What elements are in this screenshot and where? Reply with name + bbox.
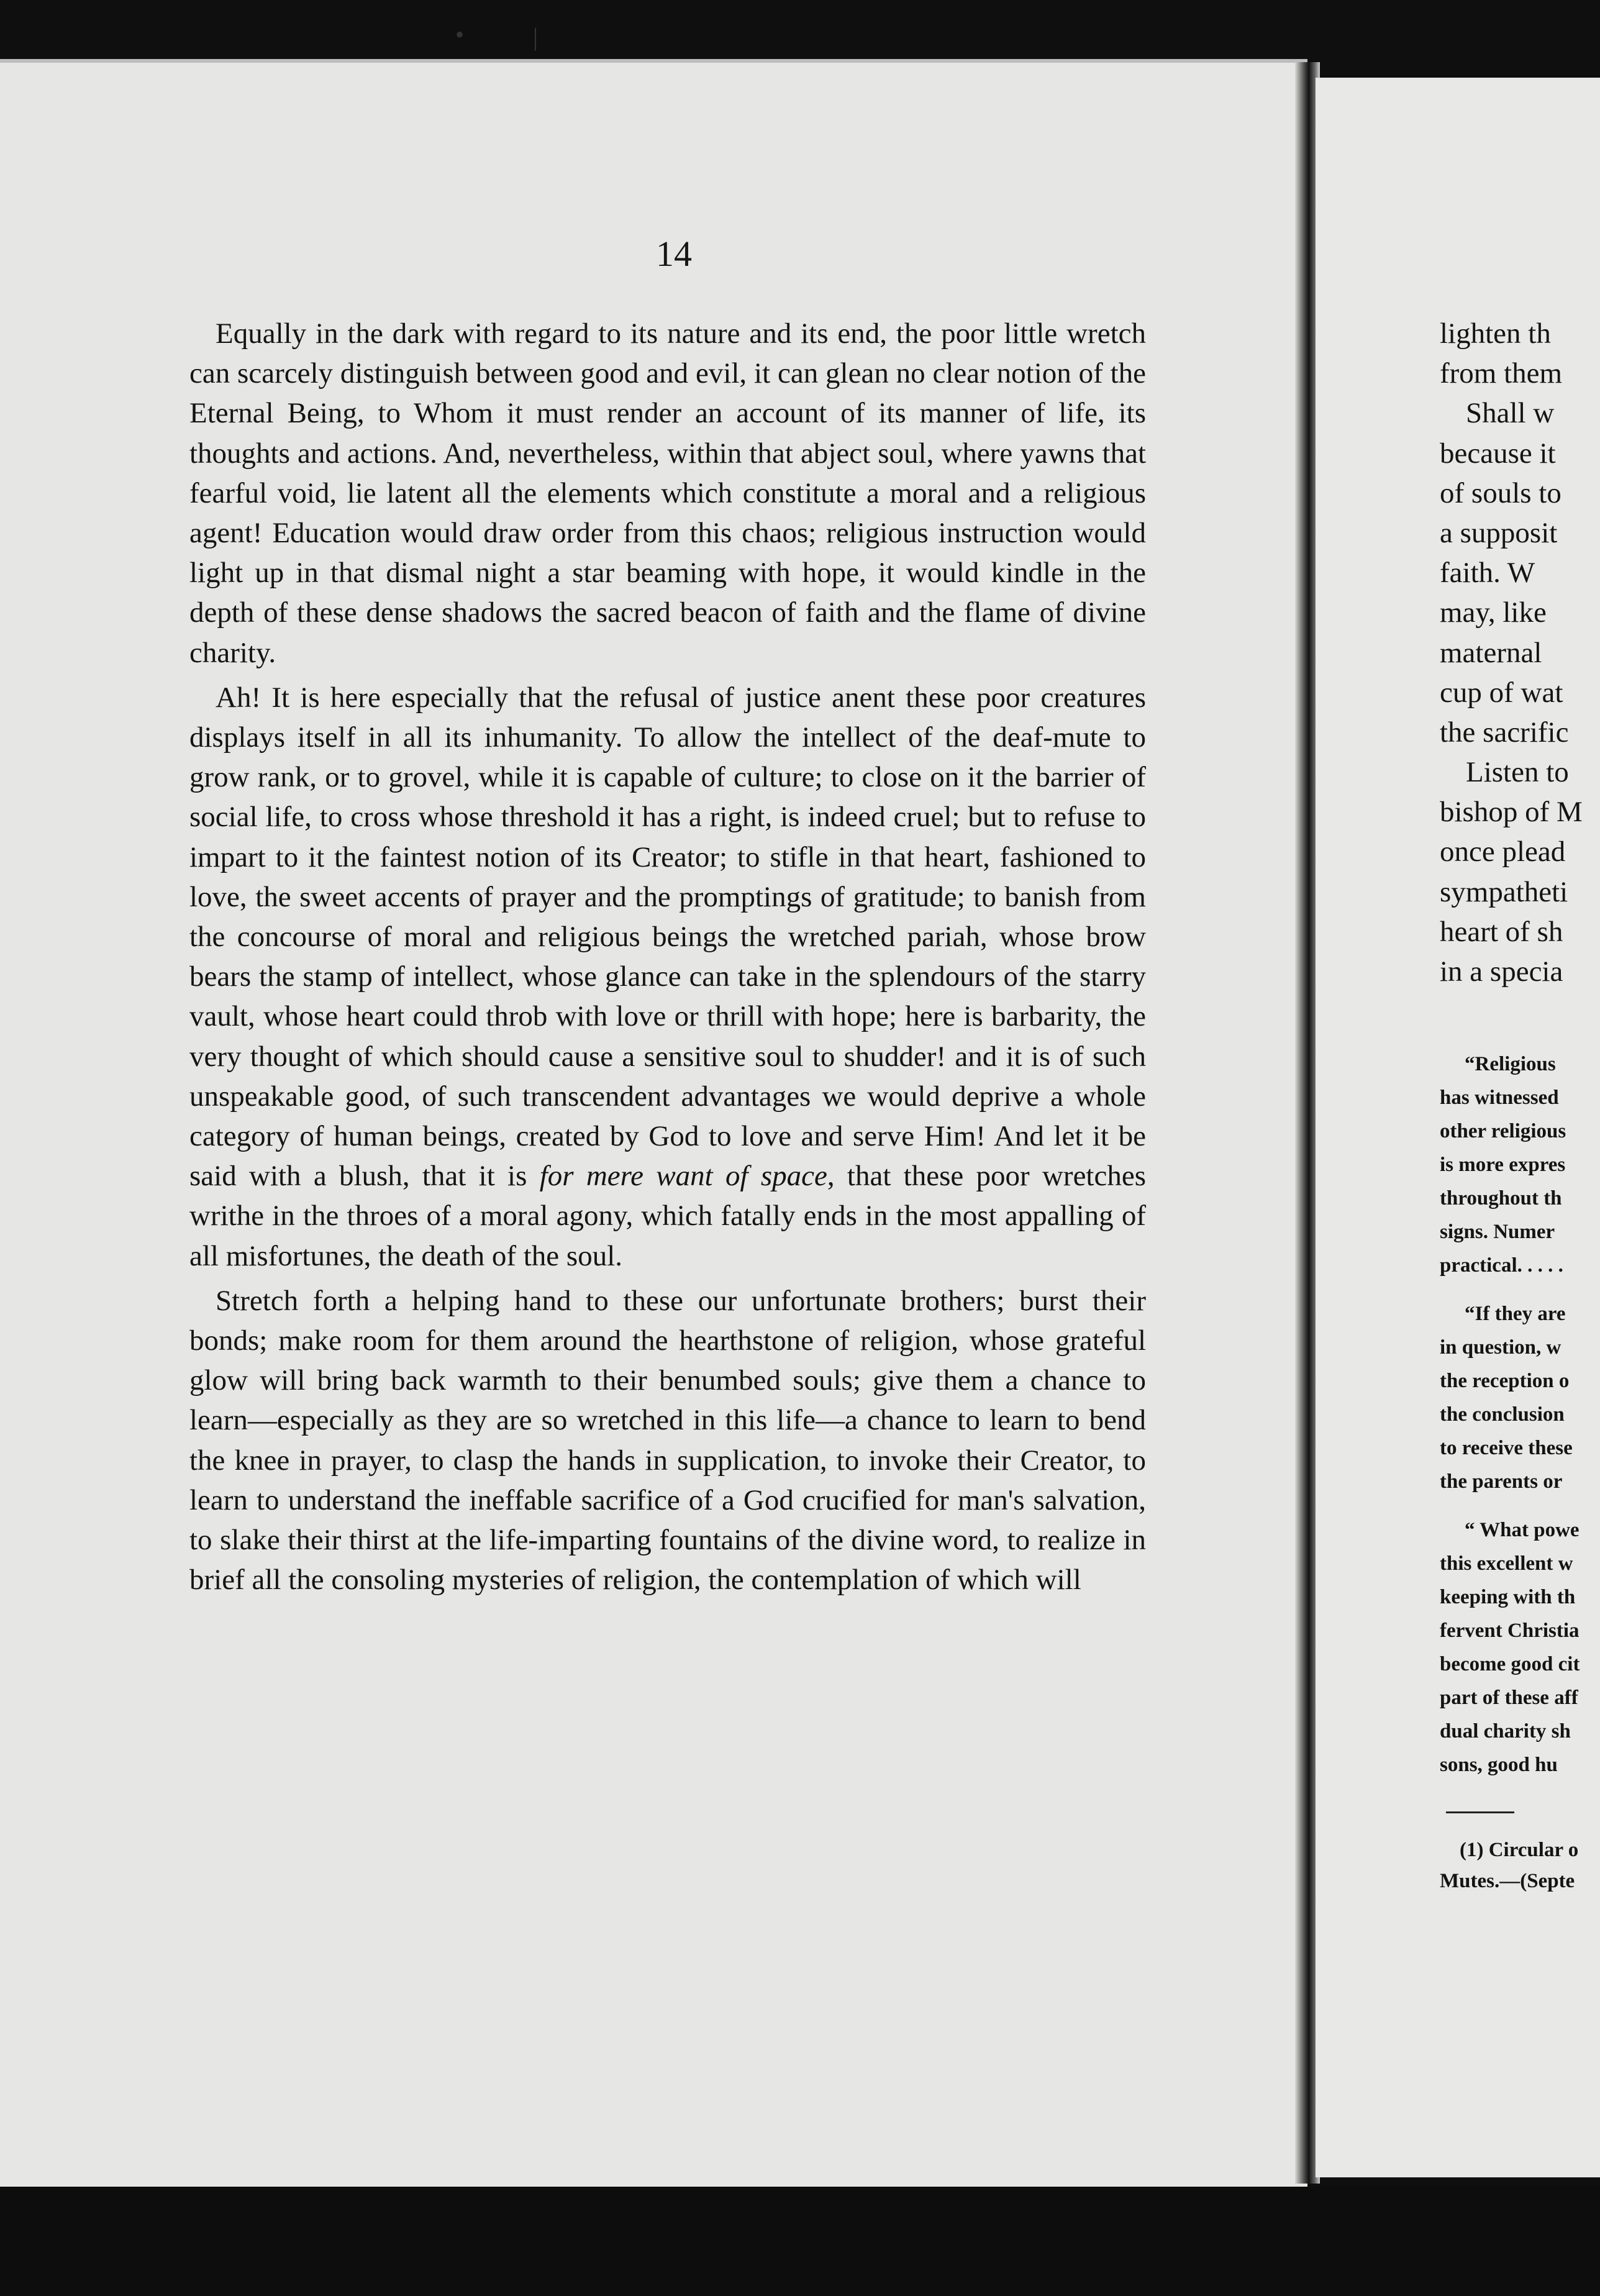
- right-line: of souls to: [1440, 476, 1561, 509]
- right-line: once plead: [1440, 836, 1566, 868]
- quote-line: the conclusion: [1440, 1403, 1565, 1426]
- right-line: because it: [1440, 437, 1556, 470]
- italic-phrase: for mere want of space: [539, 1160, 827, 1193]
- right-line: Shall w: [1466, 397, 1555, 430]
- quote-line: part of these aff: [1440, 1687, 1578, 1710]
- quote-line: practical. . . . .: [1440, 1254, 1563, 1277]
- right-line: Listen to: [1466, 756, 1569, 789]
- quote-line: throughout th: [1440, 1187, 1562, 1210]
- page-number: 14: [656, 234, 692, 274]
- quote-line: dual charity sh: [1440, 1720, 1571, 1743]
- paragraph-2: [189, 678, 1146, 1276]
- quote-line: to receive these: [1440, 1437, 1573, 1460]
- paragraph-2-text: Ah! It is here especially that the refusal of justice anent these poor creatures displays itself in all its inhumanity. To allow the intellect of the deaf-mute to grow rank, or to grovel, while it is capable of culture; to close on it the barrier of social life, to cross whose threshold it has a right, is indeed cruel; but to refuse to impart to it the faintest notion of its Creator; to stifle in that heart, fashioned to love, the sweet accents of prayer and the promptings of gratitude; to banish from the concourse of moral and religious beings the wretched pariah, whose brow bears the stamp of intellect, whose glance can take in the splendours of the starry vault, whose heart could throb with love or thrill with hope; here is barbarity, the very thought of which should cause a sensitive soul to shudder! and it is of such unspeakable good, of such transcendent advantages we would deprive a whole category of human beings, created by God to love and serve Him! And let it be said with a blush, that it is: [189, 681, 1146, 1193]
- quote-line: fervent Christia: [1440, 1620, 1580, 1642]
- right-line: may, like: [1440, 596, 1547, 629]
- right-line: faith. W: [1440, 557, 1535, 590]
- right-line: in a specia: [1440, 955, 1563, 988]
- right-line: sympatheti: [1440, 875, 1568, 908]
- quote-line: has witnessed: [1440, 1086, 1559, 1109]
- scan-speck: •: [455, 20, 465, 48]
- quote-line: keeping with th: [1440, 1586, 1576, 1609]
- right-line: bishop of M: [1440, 796, 1583, 829]
- right-page-text: [1440, 314, 1600, 1897]
- quote-line: in question, w: [1440, 1336, 1561, 1359]
- paragraph-3: Stretch forth a helping hand to these our unfortunate brothers; burst their bonds; make room for them around the hearthstone of religion, whose grateful glow will bring back warmth to their benumbed souls; give them a chance to learn—especially as they are so wretched in this life—a chance to learn to bend the knee in prayer, to clasp the hands in supplication, to invoke their Creator, to learn to understand the ineffable sacrifice of a God crucified for man's salvation, to slake their thirst at the life-imparting fountains of the divine word, to realize in brief all the consoling mysteries of religion, the contemplation of which will: [189, 1284, 1146, 1597]
- quote-line: become good cit: [1440, 1653, 1580, 1676]
- quote-line: other religious: [1440, 1120, 1566, 1143]
- quote-line: “ What powe: [1465, 1519, 1580, 1542]
- quote-line: signs. Numer: [1440, 1221, 1555, 1244]
- left-page-text: [189, 314, 1146, 1605]
- footnote-rule: [1446, 1811, 1514, 1813]
- right-line: the sacrific: [1440, 716, 1569, 749]
- paragraph-2-end: , that these poor wretches writhe in the throes of a moral agony, which fatally ends in the most appalling of all misfortunes, the death of the soul.: [189, 1160, 1146, 1272]
- footnote-line: (1) Circular o: [1460, 1839, 1579, 1862]
- right-line: cup of wat: [1440, 676, 1563, 709]
- right-line: from them: [1440, 357, 1563, 390]
- quote-line: this excellent w: [1440, 1552, 1573, 1575]
- footnote-line: Mutes.—(Septe: [1440, 1870, 1575, 1893]
- scan-speck: |: [533, 23, 539, 51]
- right-line: maternal: [1440, 636, 1542, 669]
- block-quote: [1440, 1047, 1600, 1782]
- quote-line: is more expres: [1440, 1154, 1566, 1177]
- scan-border: [0, 2187, 1600, 2296]
- paragraph-1: Equally in the dark with regard to its nature and its end, the poor little wretch can scarcely distinguish between good and evil, it can glean no clear notion of the Eternal Being, to Whom it must render an account of its manner of life, its thoughts and actions. And, nevertheless, within that abject soul, where yawns that fearful void, lie latent all the elements which constitute a moral and a religious agent! Education would draw order from this chaos; religious instruction would light up in that dismal night a star beaming with hope, it would kindle in the depth of these dense shadows the sacred beacon of faith and the flame of divine charity.: [189, 317, 1146, 669]
- quote-line: sons, good hu: [1440, 1754, 1558, 1777]
- quote-line: “Religious: [1465, 1053, 1556, 1076]
- quote-line: “If they are: [1465, 1303, 1566, 1326]
- right-line: lighten th: [1440, 317, 1551, 350]
- right-line: a supposit: [1440, 516, 1558, 549]
- quote-line: the reception o: [1440, 1370, 1570, 1393]
- right-line: heart of sh: [1440, 915, 1563, 948]
- quote-line: the parents or: [1440, 1470, 1563, 1493]
